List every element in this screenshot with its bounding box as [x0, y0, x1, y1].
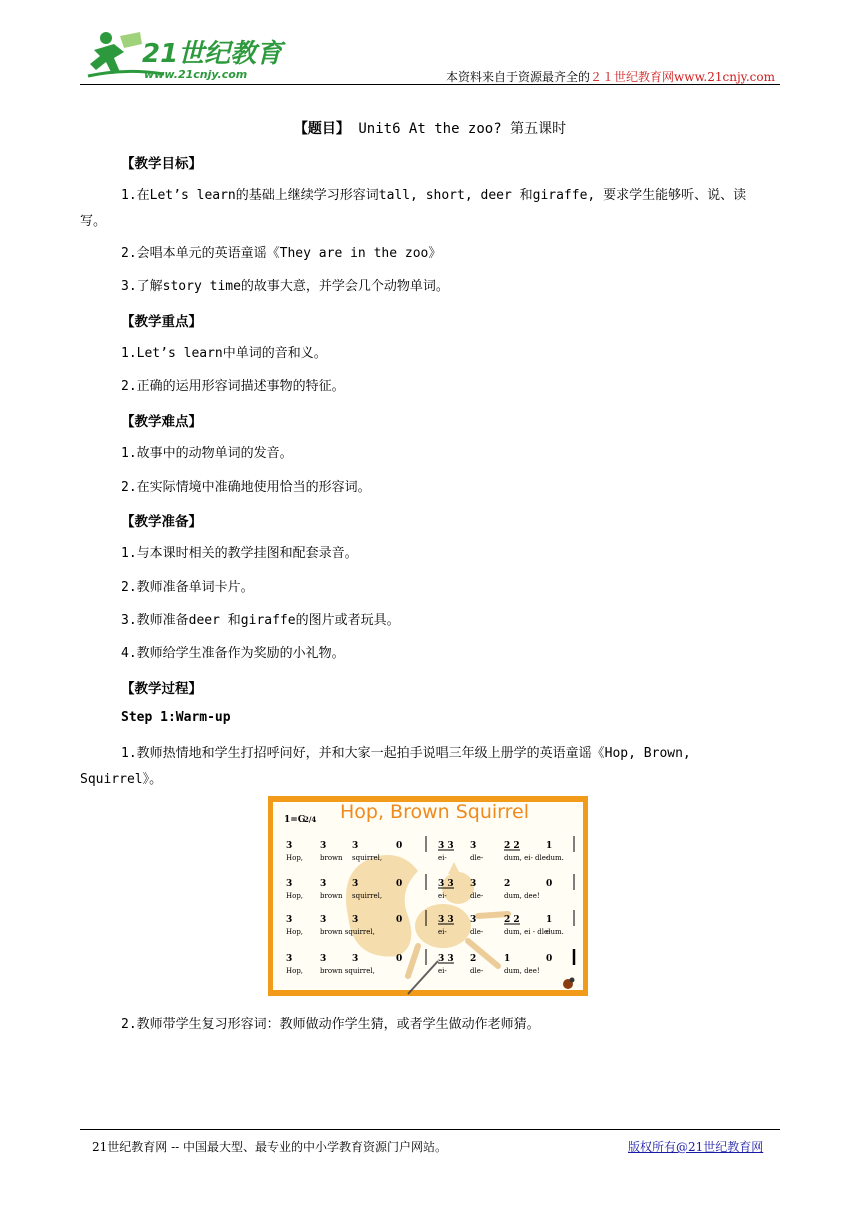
- song-sheet-image: [268, 796, 588, 996]
- song-lyric: squirrel,: [352, 892, 383, 900]
- song-note: 2: [504, 879, 511, 889]
- song-title: Hop, Brown Squirrel: [340, 801, 530, 823]
- song-note: 0: [396, 841, 403, 851]
- song-note: 3: [470, 841, 477, 851]
- song-note: 3 3: [438, 954, 454, 964]
- process-item-1-line-2: Squirrel》。: [80, 772, 163, 787]
- song-lyric: dum.: [546, 928, 564, 936]
- song-key: 1=G: [284, 815, 306, 825]
- song-note: 0: [396, 915, 403, 925]
- site-logo: [84, 28, 294, 86]
- song-note: 3: [320, 915, 327, 925]
- song-note: 3: [286, 915, 293, 925]
- title-label: 【题目】: [293, 121, 350, 137]
- key-points-heading: 【教学重点】: [121, 314, 202, 330]
- page-title: [0, 118, 860, 138]
- song-note: 3 3: [438, 879, 454, 889]
- song-lyric: dum, dee!: [504, 892, 540, 900]
- song-lyric: brown: [320, 854, 343, 862]
- song-note: 3: [286, 954, 293, 964]
- song-note: 3: [470, 915, 477, 925]
- song-note: 2: [470, 954, 477, 964]
- song-note: 3 3: [438, 841, 454, 851]
- song-note: 3: [320, 879, 327, 889]
- difficulties-item-1: 1.故事中的动物单词的发音。: [121, 446, 293, 461]
- process-item-1-line-1: 1.教师热情地和学生打招呼问好，并和大家一起拍手说唱三年级上册学的英语童谣《Hop, Brown,: [121, 746, 691, 761]
- song-note: 0: [396, 879, 403, 889]
- song-note: 0: [546, 954, 553, 964]
- song-lyric: ei-: [438, 928, 447, 936]
- footer-copyright-link[interactable]: 版权所有@21世纪教育网: [628, 1140, 764, 1154]
- song-note: 1: [546, 915, 553, 925]
- preparation-item-4: 4.教师给学生准备作为奖励的小礼物。: [121, 646, 345, 661]
- preparation-item-2: 2.教师准备单词卡片。: [121, 580, 254, 595]
- song-lyric: dle-: [470, 928, 484, 936]
- song-note: 0: [546, 879, 553, 889]
- key-points-item-2: 2.正确的运用形容词描述事物的特征。: [121, 379, 345, 394]
- step-1-heading: Step 1:Warm-up: [121, 710, 231, 725]
- song-note: 2 2: [504, 841, 520, 851]
- song-lyric: ei-: [438, 892, 447, 900]
- song-note: 3: [352, 915, 359, 925]
- goals-item-2: 2.会唱本单元的英语童谣《They are in the zoo》: [121, 246, 442, 261]
- song-note: 3: [352, 879, 359, 889]
- preparation-item-3: 3.教师准备deer 和giraffe的图片或者玩具。: [121, 613, 400, 628]
- header-note-prefix: 本资料来自于资源最齐全的: [446, 70, 591, 84]
- song-note: 3 3: [438, 915, 454, 925]
- logo-url: www.21cnjy.com: [144, 68, 248, 81]
- song-lyric: dum.: [546, 854, 564, 862]
- process-heading: 【教学过程】: [121, 681, 202, 697]
- goals-item-1-line-2: 写。: [80, 214, 107, 229]
- song-note: 0: [396, 954, 403, 964]
- song-lyric: Hop,: [286, 967, 304, 975]
- song-note: 3: [320, 954, 327, 964]
- song-lyric: dle-: [470, 854, 484, 862]
- song-lyric: ei-: [438, 854, 447, 862]
- header-note: [380, 68, 775, 85]
- song-lyric: dum, ei- dle-: [504, 854, 549, 862]
- goals-item-3: 3.了解story time的故事大意，并学会几个动物单词。: [121, 279, 449, 294]
- song-time-signature: 2/4: [304, 815, 317, 824]
- song-lyric: brown squirrel,: [320, 967, 375, 975]
- key-points-item-1: 1.Let’s learn中单词的音和义。: [121, 346, 327, 361]
- footer-divider: [80, 1129, 780, 1130]
- song-note: 2 2: [504, 915, 520, 925]
- song-note: 3: [286, 841, 293, 851]
- song-note: 3: [470, 879, 477, 889]
- song-lyric: dle-: [470, 892, 484, 900]
- goals-item-1-line-1: 1.在Let’s learn的基础上继续学习形容词tall, short, deer 和giraffe, 要求学生能够听、说、读: [121, 188, 747, 203]
- song-lyric: Hop,: [286, 928, 304, 936]
- header-note-site: ２１世纪教育网: [590, 70, 675, 84]
- footer-left-text: 21世纪教育网 -- 中国最大型、最专业的中小学教育资源门户网站。: [92, 1140, 448, 1154]
- song-note: 3: [352, 841, 359, 851]
- process-item-2: 2.教师带学生复习形容词：教师做动作学生猜，或者学生做动作老师猜。: [121, 1017, 540, 1032]
- song-lyric: Hop,: [286, 854, 304, 862]
- song-lyric: brown: [320, 892, 343, 900]
- song-note: 1: [504, 954, 511, 964]
- song-note: 3: [320, 841, 327, 851]
- header-note-url[interactable]: www.21cnjy.com: [674, 70, 775, 84]
- song-lyric: dum, dee!: [504, 967, 540, 975]
- preparation-heading: 【教学准备】: [121, 514, 202, 530]
- logo-text: 21世纪教育: [142, 39, 283, 69]
- song-note: 1: [546, 841, 553, 851]
- song-lyric: squirrel,: [352, 854, 383, 862]
- song-lyric: dum, ei - dle-: [504, 928, 551, 936]
- song-lyric: ei-: [438, 967, 447, 975]
- song-note: 3: [286, 879, 293, 889]
- song-note: 3: [352, 954, 359, 964]
- song-lyric: Hop,: [286, 892, 304, 900]
- difficulties-item-2: 2.在实际情境中准确地使用恰当的形容词。: [121, 480, 371, 495]
- runner-logo-icon: [84, 28, 294, 86]
- song-sheet: [268, 796, 588, 996]
- song-lyric: dle-: [470, 967, 484, 975]
- header-divider: [80, 84, 780, 85]
- goals-heading: 【教学目标】: [121, 156, 202, 172]
- preparation-item-1: 1.与本课时相关的教学挂图和配套录音。: [121, 546, 358, 561]
- title-text: Unit6 At the zoo? 第五课时: [349, 121, 567, 137]
- difficulties-heading: 【教学难点】: [121, 414, 202, 430]
- song-lyric: brown squirrel,: [320, 928, 375, 936]
